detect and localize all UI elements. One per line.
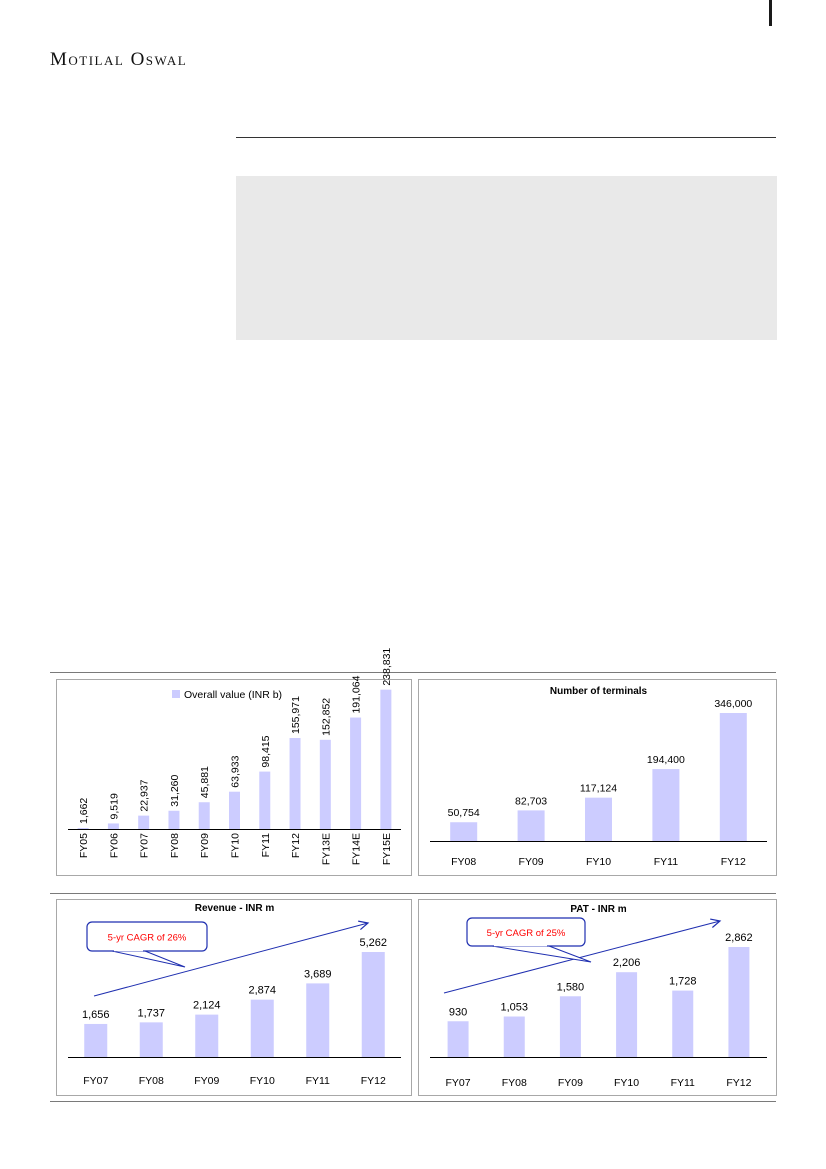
data-label: 63,933 [229,755,242,788]
data-label: 1,656 [81,1008,110,1021]
data-label: 191,064 [350,675,363,714]
x-tick-label: FY07 [83,1075,109,1087]
data-label: 31,260 [168,774,181,807]
x-tick-label: FY12 [360,1075,386,1087]
x-tick-label: FY09 [194,1075,220,1087]
header-edge-bar [769,0,772,26]
bar-fy05 [78,828,89,829]
bar-fy11 [672,991,693,1057]
x-tick-label: FY10 [614,1077,640,1089]
x-tick-label: FY11 [670,1077,695,1089]
x-tick-label: FY10 [249,1075,275,1087]
x-tick-label: FY06 [108,833,121,859]
bar-fy09 [199,802,210,829]
x-tick-label: FY09 [518,856,544,868]
x-tick-label: FY08 [168,833,181,859]
x-tick-label: FY12 [726,1077,752,1089]
data-label: 238,831 [380,647,393,686]
bar-fy07 [84,1024,107,1057]
bar-fy07 [448,1021,469,1057]
x-tick-label: FY11 [305,1075,330,1087]
brand-logo: Motilal Oswal [50,49,188,70]
bar-fy10 [585,798,612,841]
data-label: 194,400 [646,754,685,767]
data-label: 1,580 [556,981,585,994]
chart-terminals [419,680,776,875]
bar-fy11 [652,769,679,841]
bar-fy10 [616,972,637,1057]
data-label: 1,737 [137,1007,166,1020]
data-label: 50,754 [447,807,480,820]
data-label: 346,000 [714,698,753,710]
x-tick-label: FY09 [199,833,212,859]
data-label: 1,053 [500,1001,529,1014]
x-tick-label: FY13E [320,833,333,866]
data-label: 82,703 [515,795,548,808]
chart-revenue [57,900,411,1095]
legend-label: Overall value (INR b) [184,689,283,701]
bar-fy12 [362,952,385,1057]
bar-fy09 [518,810,545,841]
x-tick-label: FY10 [585,856,612,868]
data-label: 22,937 [138,779,151,812]
data-label: 2,124 [192,999,221,1012]
x-tick-label: FY07 [138,833,151,859]
data-label: 155,971 [290,696,303,735]
chart-title: Revenue - INR m [194,903,275,914]
bar-fy09 [560,996,581,1057]
bar-fy10 [229,792,240,829]
x-tick-label: FY11 [653,856,679,868]
data-label: 930 [448,1006,468,1019]
x-tick-label: FY10 [229,833,242,859]
x-tick-label: FY15E [380,833,393,866]
data-label: 9,519 [108,793,121,820]
x-tick-label: FY07 [445,1077,471,1089]
callout-tail [112,951,185,967]
data-label: 1,728 [668,975,697,988]
data-label: 98,415 [259,735,272,768]
chart-overall [57,647,411,875]
callout-text: 5-yr CAGR of 26% [107,932,187,944]
x-tick-label: FY14E [350,833,363,866]
x-tick-label: FY12 [720,856,746,868]
chart-panel-revenue [56,899,412,1096]
chart-panel-pat [418,899,777,1096]
bar-fy12 [728,947,749,1057]
bar-fy08 [504,1017,525,1057]
exhibit-rule-top [50,672,776,673]
bar-fy08 [450,822,477,841]
bar-fy15e [380,690,391,829]
bar-fy13e [320,740,331,829]
chart-title: Number of terminals [549,686,648,697]
exhibit-rule-bottom [50,1101,776,1102]
chart-title: PAT - INR m [570,904,627,915]
bar-fy08 [140,1022,163,1057]
bar-fy07 [138,816,149,829]
x-tick-label: FY09 [557,1077,583,1089]
shaded-box [236,176,777,340]
bar-fy14e [350,718,361,829]
bar-fy12 [290,738,301,829]
data-label: 2,862 [725,932,753,944]
x-tick-label: FY11 [259,833,272,858]
header-rule [236,137,776,138]
data-label: 2,206 [612,957,641,970]
bar-fy11 [259,772,270,829]
exhibit-rule-middle [50,893,776,894]
data-label: 3,689 [303,968,332,981]
data-label: 152,852 [320,697,333,736]
data-label: 1,662 [78,797,91,824]
bar-fy09 [195,1015,218,1057]
x-tick-label: FY05 [78,833,91,859]
bar-fy10 [251,1000,274,1057]
x-tick-label: FY08 [451,856,477,868]
chart-panel-terminals [418,679,777,876]
bar-fy12 [720,713,747,841]
bar-fy06 [108,823,119,829]
data-label: 5,262 [359,937,388,949]
x-tick-label: FY12 [290,833,303,859]
bar-fy08 [168,811,179,829]
bar-fy11 [306,983,329,1057]
chart-pat [419,900,776,1095]
chart-panel-overall [56,647,412,876]
data-label: 117,124 [579,782,618,795]
callout-tail [492,946,591,962]
callout-text: 5-yr CAGR of 25% [486,928,566,939]
x-tick-label: FY08 [138,1075,164,1087]
data-label: 45,881 [199,766,212,799]
x-tick-label: FY08 [501,1077,527,1089]
legend-swatch [172,690,180,698]
data-label: 2,874 [248,984,277,997]
